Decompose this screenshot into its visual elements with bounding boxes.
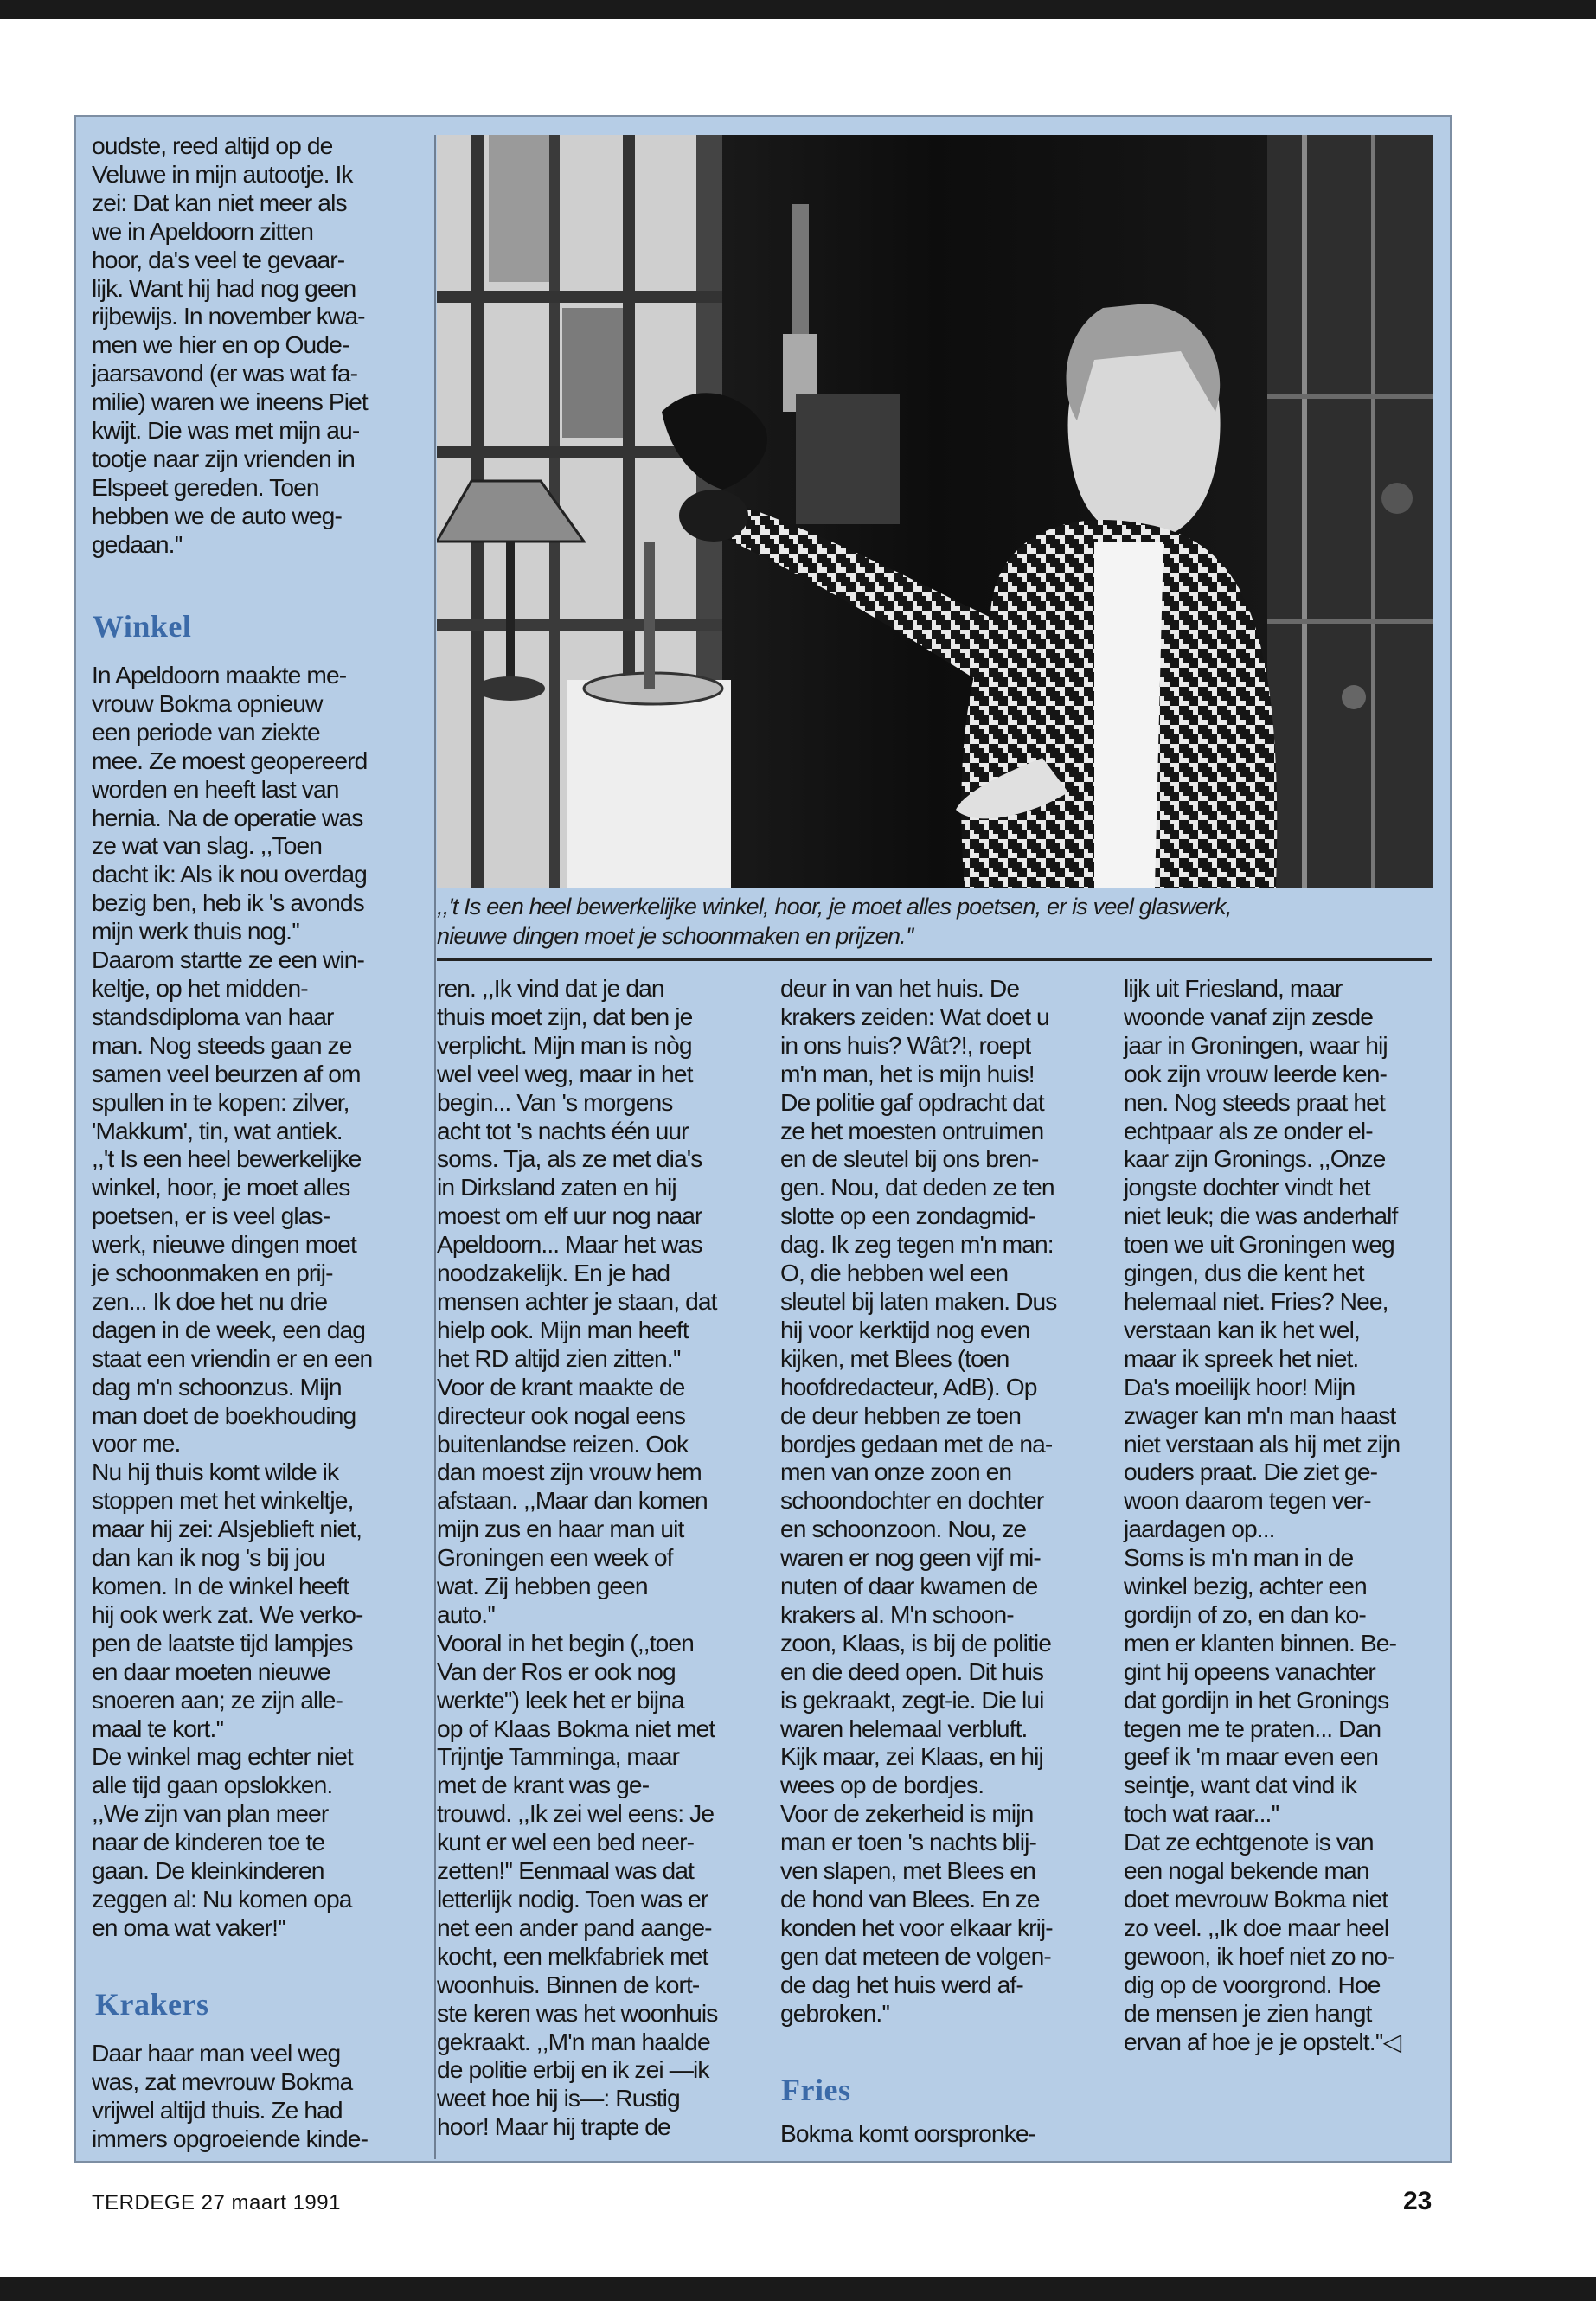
article-column-4: lijk uit Friesland, maar woonde vanaf zijn zesde jaar in Groningen, waar hij ook zijn vrouw leerde ken- nen. Nog steeds praat het echtpaar als ze onder el- kaar zijn Gronings. ,,Onze jongste dochter vindt het niet leuk; die was anderhalf toen we uit Groningen weg gingen, dus die kent het helemaal niet. Fries? Nee, verstaan kan ik het wel, maar ik spreek het niet. Da's moeilijk hoor! Mijn zwager kan m'n man haast niet verstaan als hij met zijn ouders praat. Die ziet ge- woon daarom tegen ver- jaardagen op... Soms is m'n man in de winkel bezig, achter een gordijn of zo, en dan ko- men er klanten binnen. Be- gint hij opeens vanachter dat gordijn in het Gronings tegen me te praten... Dan geef ik 'm maar even een seintje, want dat vind ik toch wat raar...'' Dat ze echtgenote is van een nogal bekende man doet mevrouw Bokma niet zo veel. ,,Ik doe maar heel gewoon, ik hoef niet zo no- dig op de voorgrond. Hoe de mensen je zien hangt ervan af hoe je je opstelt.''◁	[1124, 974, 1401, 2055]
section-heading-winkel: Winkel	[93, 609, 192, 644]
page-number: 23	[1403, 2187, 1433, 2215]
section-heading-fries: Fries	[781, 2073, 851, 2107]
article-column-1-krakers: Daar haar man veel weg was, zat mevrouw Bokma vrijwel altijd thuis. Ze had immers opgroeiende kinde-	[92, 2039, 369, 2152]
article-column-1-intro: oudste, reed altijd op de Veluwe in mijn autootje. Ik zei: Dat kan niet meer als we in Apeldoorn zitten hoor, da's veel te gevaar- lijk. Want hij had nog geen rijbewijs. In november kwa- men we hier en op Oude- jaarsavond (er was wat fa- milie) waren we ineens Piet kwijt. Die was met mijn au- tootje naar zijn vrienden in Elspeet gereden. Toen hebben we de auto weg- gedaan.''	[92, 131, 368, 558]
scan-top-border	[0, 0, 1596, 19]
article-column-1-winkel: In Apeldoorn maakte me- vrouw Bokma opnieuw een periode van ziekte mee. Ze moest geopereerd worden en heeft last van hernia. Na de operatie was ze wat van slag. ,,Toen dacht ik: Als ik nou overdag bezig ben, heb ik 's avonds mijn werk thuis nog.'' Daarom startte ze een win- keltje, op het midden- standsdiploma van haar man. Nog steeds gaan ze samen veel beurzen af om spullen in te kopen: zilver, 'Makkum', tin, wat antiek. ,,'t Is een heel bewerkelijke winkel, hoor, je moet alles poetsen, er is veel glas- werk, nieuwe dingen moet je schoonmaken en prij- zen... Ik doe het nu drie dagen in de week, een dag staat een vriendin er en een dag m'n schoonzus. Mijn man doet de boekhouding voor me. Nu hij thuis komt wilde ik stoppen met het winkeltje, maar hij zei: Alsjeblieft niet, dan kan ik nog 's bij jou komen. In de winkel heeft hij ook werk zat. We verko- pen de laatste tijd lampjes en daar moeten nieuwe snoeren aan; ze zijn alle- maal te kort.'' De winkel mag echter niet alle tijd gaan opslokken. ,,We zijn van plan meer naar de kinderen toe te gaan. De kleinkinderen zeggen al: Nu komen opa en oma wat vaker!''	[92, 661, 373, 1941]
article-column-3-fries: Bokma komt oorspronke-	[780, 2119, 1036, 2147]
scan-bottom-border	[0, 2277, 1596, 2301]
caption-rule	[437, 958, 1432, 961]
article-column-3: deur in van het huis. De krakers zeiden: Wat doet u in ons huis? Wât?!, roept m'n man, het is mijn huis! De politie gaf opdracht dat ze het moesten ontruimen en de sleutel bij ons bren- gen. Nou, dat deden ze ten slotte op een zondagmid- dag. Ik zeg tegen m'n man: O, die hebben wel een sleutel bij laten maken. Dus hij voor kerktijd nog even kijken, met Blees (toen hoofdredacteur, AdB). Op de deur hebben ze toen bordjes gedaan met de na- men van onze zoon en schoondochter en dochter en schoonzoon. Nou, ze waren er nog geen vijf mi- nuten of daar kwamen de krakers al. M'n schoon- zoon, Klaas, is bij de politie en die deed open. Dit huis is gekraakt, zegt-ie. Die lui waren helemaal verbluft. Kijk maar, zei Klaas, en hij wees op de bordjes. Voor de zekerheid is mijn man er toen 's nachts blij- ven slapen, met Blees en de hond van Blees. En ze konden het voor elkaar krij- gen dat meteen de volgen- de dag het huis werd af- gebroken.''	[780, 974, 1057, 2027]
photo-caption: ,,'t Is een heel bewerkelijke winkel, hoor, je moet alles poetsen, er is veel glaswerk, nieuwe dingen moet je schoonmaken en prijzen.''	[437, 894, 1232, 949]
section-heading-krakers: Krakers	[95, 1987, 209, 2022]
publication-line: TERDEGE 27 maart 1991	[92, 2191, 341, 2214]
photo-woman-with-glass-vase	[437, 135, 1433, 888]
photo-illustration	[437, 135, 1433, 888]
article-column-2: ren. ,,Ik vind dat je dan thuis moet zijn, dat ben je verplicht. Mijn man is nòg wel veel weg, maar in het begin... Van 's morgens acht tot 's nachts één uur soms. Tja, als ze met dia's in Dirksland zaten en hij moest om elf uur nog naar Apeldoorn... Maar het was noodzakelijk. En je had mensen achter je staan, dat hielp ook. Mijn man heeft het RD altijd zien zitten.'' Voor de krant maakte de directeur ook nogal eens buitenlandse reizen. Ook dan moest zijn vrouw hem afstaan. ,,Maar dan komen mijn zus en haar man uit Groningen een week of wat. Zij hebben geen auto.'' Vooral in het begin (,,toen Van der Ros er ook nog werkte'') leek het er bijna op of Klaas Bokma niet met Trijntje Tamminga, maar met de krant was ge- trouwd. ,,Ik zei wel eens: Je kunt er wel een bed neer- zetten!'' Eenmaal was dat letterlijk nodig. Toen was er net een ander pand aange- kocht, een melkfabriek met woonhuis. Binnen de kort- ste keren was het woonhuis gekraakt. ,,M'n man haalde de politie erbij en ik zei —ik weet hoe hij is—: Rustig hoor! Maar hij trapte de	[437, 974, 718, 2141]
column-divider	[434, 135, 436, 2159]
